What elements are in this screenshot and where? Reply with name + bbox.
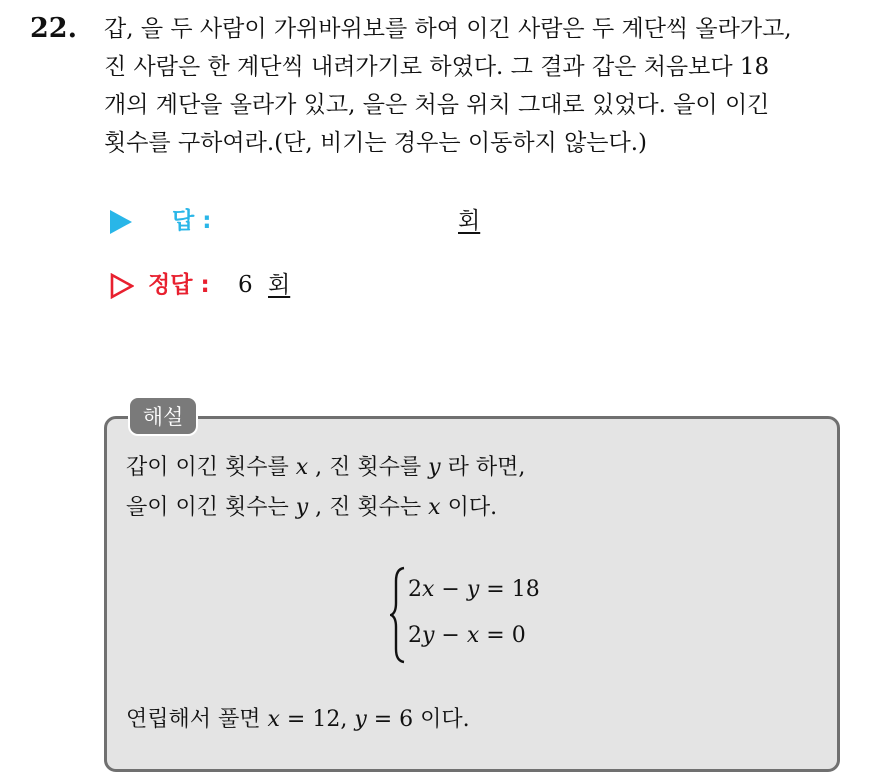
variable-y: y xyxy=(295,495,309,520)
variable-x: x xyxy=(295,455,309,480)
explanation-text: , 진 횟수는 xyxy=(308,495,429,520)
answer-unit: 회 xyxy=(458,208,481,234)
question-line: 진 사람은 한 계단씩 내려가기로 하였다. 그 결과 갑은 처음보다 18 xyxy=(104,54,770,80)
explanation-conclusion xyxy=(126,703,470,737)
equation-system xyxy=(390,565,590,665)
question-line: 갑, 을 두 사람이 가위바위보를 하여 이긴 사람은 두 계단씩 올라가고, xyxy=(104,16,792,42)
correct-answer-unit: 회 xyxy=(268,272,291,298)
left-brace xyxy=(390,565,406,665)
correct-answer-value: 6 xyxy=(238,272,253,298)
explanation-text: , 진 횟수를 xyxy=(308,455,429,480)
question-text xyxy=(104,10,874,162)
variable-y: y xyxy=(428,455,441,480)
variable-x: x xyxy=(267,707,280,732)
equation-1: 2x − y = 18 xyxy=(408,577,540,602)
explanation-line xyxy=(126,491,497,525)
question-number: 22. xyxy=(30,13,77,44)
explanation-text: 이다. xyxy=(440,495,498,520)
explanation-text: = 12, xyxy=(279,707,355,732)
variable-x: x xyxy=(428,495,441,520)
correct-answer-row xyxy=(110,266,410,306)
variable-y: y xyxy=(354,707,367,732)
play-icon xyxy=(110,210,132,234)
question-line: 개의 계단을 올라가 있고, 을은 처음 위치 그대로 있었다. 을이 이긴 xyxy=(104,92,770,118)
answer-label: 답 : xyxy=(172,208,212,234)
explanation-text: = 6 이다. xyxy=(366,707,470,732)
explanation-tag: 해설 xyxy=(128,396,198,436)
explanation-text: 라 하면, xyxy=(440,455,526,480)
explanation-text: 연립해서 풀면 xyxy=(126,707,268,732)
question-line: 횟수를 구하여라.(단, 비기는 경우는 이동하지 않는다.) xyxy=(104,130,648,156)
outline-play-icon xyxy=(110,273,134,299)
equation-2: 2y − x = 0 xyxy=(408,623,526,648)
explanation-text: 갑이 이긴 횟수를 xyxy=(126,455,296,480)
correct-answer-label: 정답 : xyxy=(148,272,210,298)
explanation-line xyxy=(126,451,525,485)
answer-row xyxy=(110,203,530,239)
explanation-text: 을이 이긴 횟수는 xyxy=(126,495,296,520)
